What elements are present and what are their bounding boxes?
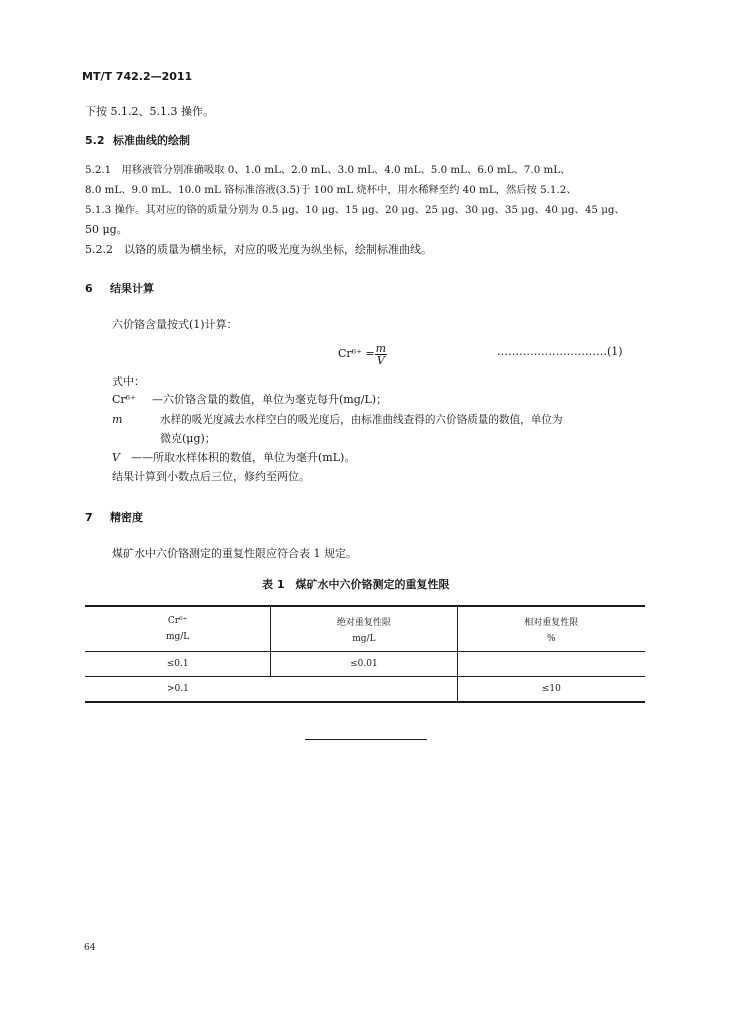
header-relative-limit	[457, 606, 645, 652]
header-relative-unit: %	[547, 633, 556, 644]
end-rule	[305, 739, 427, 740]
var-cr6-description: —六价铬含量的数值，单位为毫克每升(mg/L)；	[152, 393, 388, 406]
where-label: 式中：	[112, 375, 145, 388]
var-v-description: ——所取水样体积的数值，单位为毫升(mL)。	[131, 451, 356, 464]
header-cr6-unit: mg/L	[165, 632, 190, 642]
var-m-symbol: m	[112, 413, 123, 426]
section-6-number: 6	[85, 282, 93, 295]
table-header-row	[85, 606, 645, 652]
para-5-2-1-line3: 5.1.3 操作。其对应的铬的质量分别为 0.5 μg、10 μg、15 μg、20 μg、25 μg、30 μg、35 μg、40 μg、45 μg、	[85, 204, 625, 216]
table-row	[85, 677, 645, 703]
section-7-text: 煤矿水中六价铬测定的重复性限应符合表 1 规定。	[112, 547, 357, 560]
section-7-title: 精密度	[110, 511, 143, 524]
table-cell: >0.1	[166, 684, 189, 694]
precision-table	[85, 605, 645, 703]
table-caption: 表 1 煤矿水中六价铬测定的重复性限	[262, 578, 450, 591]
intro-text: 下按 5.1.2、5.1.3 操作。	[85, 105, 214, 118]
formula-numerator: m	[375, 341, 387, 355]
formula-fraction	[375, 343, 387, 366]
var-v-symbol: V	[112, 451, 120, 464]
section-6-title: 结果计算	[110, 282, 154, 295]
header-absolute-unit: mg/L	[352, 633, 376, 644]
para-5-2-1-line2: 8.0 mL、9.0 mL、10.0 mL 铬标准溶液(3.5)于 100 mL 烧杯中，用水稀释至约 40 mL，然后按 5.1.2、	[85, 184, 577, 196]
formula-reference: …………………………(1)	[497, 345, 623, 358]
table-cell: ≤0.01	[271, 652, 457, 677]
header-absolute-label: 绝对重复性限	[336, 617, 391, 628]
result-note: 结果计算到小数点后三位，修约至两位。	[112, 470, 310, 483]
var-m-description: 水样的吸光度减去水样空白的吸光度后，由标准曲线查得的六价铬质量的数值，单位为	[160, 414, 563, 426]
header-absolute-limit	[271, 606, 457, 652]
var-m-description-cont: 微克(μg)；	[160, 432, 216, 445]
para-5-2-2: 5.2.2 以铬的质量为横坐标，对应的吸光度为纵坐标，绘制标准曲线。	[85, 243, 432, 256]
formula-lhs: Cr⁶⁺ =	[338, 347, 375, 360]
section-5-2-number: 5.2	[85, 134, 105, 147]
header-cr6-label: Cr⁶⁺	[167, 616, 188, 626]
formula	[338, 340, 387, 368]
page-number: 64	[84, 943, 96, 953]
table-cell: ≤0.1	[85, 652, 271, 677]
section-7-number: 7	[85, 511, 93, 524]
standard-id: MT/T 742.2—2011	[82, 70, 193, 83]
table-cell	[271, 677, 457, 703]
header-relative-label: 相对重复性限	[524, 617, 579, 628]
formula-denominator: V	[376, 353, 385, 367]
var-cr6-symbol: Cr⁶⁺	[112, 393, 136, 406]
table-cell	[457, 652, 645, 677]
header-cr6	[85, 606, 271, 652]
para-5-2-1-line1: 5.2.1 用移液管分别准确吸取 0、1.0 mL、2.0 mL、3.0 mL、4.0 mL、5.0 mL、6.0 mL、7.0 mL、	[85, 164, 571, 176]
table-cell: ≤10	[541, 684, 561, 694]
para-5-2-1-line4: 50 μg。	[85, 223, 128, 236]
section-5-2-title: 标准曲线的绘制	[113, 134, 190, 147]
table-row	[85, 652, 645, 677]
section-6-intro: 六价铬含量按式(1)计算：	[112, 318, 238, 331]
